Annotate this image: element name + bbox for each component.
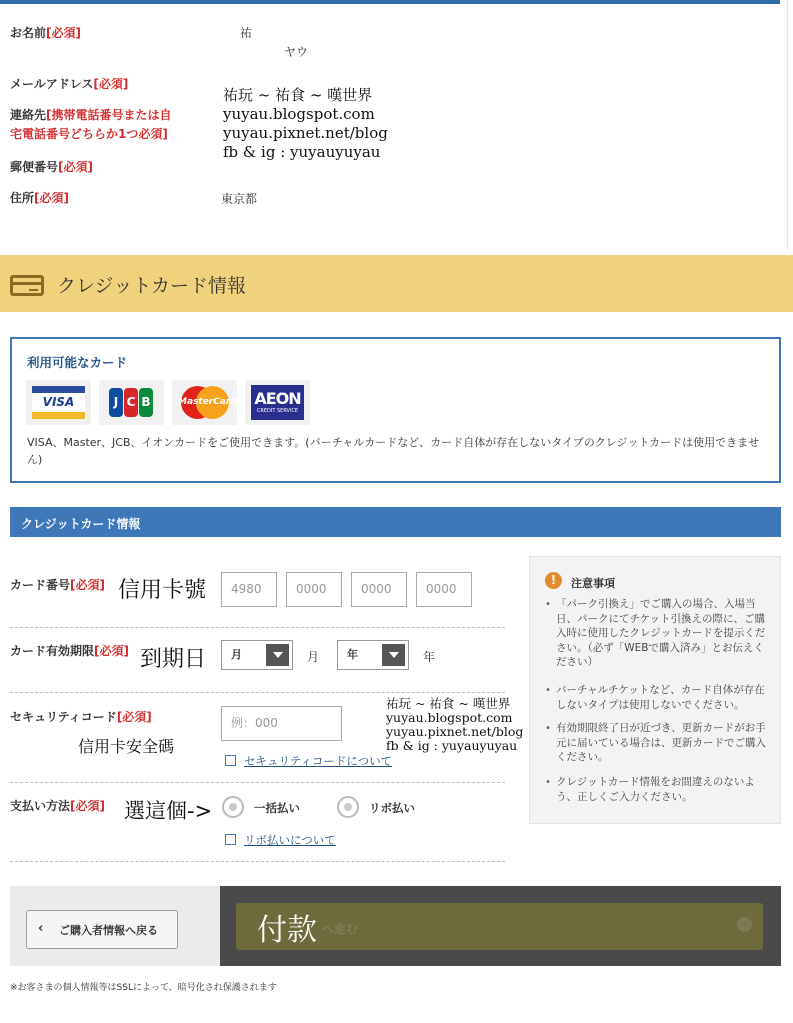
bullet-icon: • — [545, 723, 551, 734]
bullet-icon: • — [545, 685, 551, 696]
revolving-help-link[interactable]: リボ払いについて — [244, 833, 336, 847]
notice-title: 注意事項 — [571, 577, 615, 590]
card-number-label: カード番号[必須] — [10, 578, 105, 592]
name-kana-value: ヤウ — [284, 45, 309, 59]
divider — [10, 627, 505, 628]
notice-item: 有効期限終了日が近づき、更新カードがお手元に届いている場合は、更新カードでご購入ください。 — [556, 722, 766, 763]
divider — [10, 692, 505, 693]
side-divider — [787, 0, 788, 250]
bullet-icon: • — [545, 599, 551, 610]
address-label: 住所[必須] — [10, 191, 69, 205]
annotation-payment: 選這個-> — [124, 799, 213, 823]
divider — [10, 861, 505, 862]
external-link-icon — [225, 834, 236, 845]
chevron-left-icon: ‹ — [38, 921, 44, 936]
notice-item: 「パーク引換え」でご購入の場合、入場当日、パークにてチケット引換えの際に、ご購入時に使用したクレジットカードを提示ください。（必ず「WEBで購入済み」とお伝えください） — [556, 598, 766, 668]
notice-item: バーチャルチケットなど、カード自体が存在しないタイプは使用しないでください。 — [556, 684, 765, 711]
mail-label: メールアドレス[必須] — [10, 77, 129, 91]
name-value: 祐 — [240, 26, 253, 40]
security-code-label: セキュリティコード[必須] — [10, 710, 152, 724]
address-value: 東京都 — [221, 192, 258, 206]
credit-form-title: クレジットカード情報 — [21, 517, 141, 531]
bullet-icon: • — [545, 777, 551, 788]
warning-icon: ! — [545, 572, 562, 589]
annotation-security: 信用卡安全碼 — [78, 737, 175, 756]
payment-lump-sum-radio[interactable] — [222, 796, 244, 818]
month-unit: 月 — [307, 650, 320, 664]
aeon-logo: AEON CREDIT SERVICE — [245, 380, 310, 425]
annotation-card-number: 信用卡號 — [118, 578, 207, 603]
available-cards-title: 利用可能なカード — [27, 355, 128, 370]
year-unit: 年 — [423, 650, 436, 664]
postal-label: 郵便番号[必須] — [10, 160, 93, 174]
payment-revolving-label: リボ払い — [369, 801, 415, 815]
expiry-year-select[interactable]: 年 — [337, 640, 409, 670]
expiry-label: カード有効期限[必須] — [10, 644, 129, 658]
card-number-input-4[interactable]: 0000 — [416, 572, 472, 607]
credit-card-section-title: クレジットカード情報 — [57, 275, 246, 297]
annotation-pay: 付款 — [257, 913, 317, 948]
watermark-text-2: 祐玩 ~ 祐食 ~ 嘆世界 yuyau.blogspot.com yuyau.pixnet.net/blog fb & ig : yuyauyuyau — [386, 696, 524, 753]
card-number-input-2[interactable]: 0000 — [286, 572, 342, 607]
credit-card-icon — [10, 275, 44, 296]
annotation-expiry: 到期日 — [140, 647, 207, 672]
visa-logo: VISA — [26, 380, 91, 425]
jcb-logo: J C B — [99, 380, 164, 425]
divider — [10, 782, 505, 783]
expiry-month-select[interactable]: 月 — [221, 640, 293, 670]
card-number-input-3[interactable]: 0000 — [351, 572, 407, 607]
mastercard-logo: MasterCard — [172, 380, 237, 425]
payment-revolving-radio[interactable] — [337, 796, 359, 818]
notice-item: クレジットカード情報をお間違えのないよう、正しくご入力ください。 — [556, 776, 755, 803]
name-label: お名前[必須] — [10, 26, 81, 40]
card-number-input-1[interactable]: 4980 — [221, 572, 277, 607]
chevron-down-icon — [266, 644, 289, 666]
proceed-button-label: へ進む — [322, 922, 359, 936]
chevron-right-icon: › — [737, 917, 752, 932]
ssl-note: ※お客さまの個人情報等はSSLによって、暗号化され保護されます — [10, 983, 277, 993]
chevron-down-icon — [382, 644, 405, 666]
security-code-input[interactable]: 例：000 — [221, 706, 342, 741]
available-cards-note: VISA、Master、JCB、イオンカードをご使用できます。(バーチャルカードなど、カード自体が存在しないタイプのクレジットカードは使用できません) — [27, 436, 760, 466]
payment-method-label: 支払い方法[必須] — [10, 799, 105, 813]
contact-label: 連絡先[携帯電話番号または自 宅電話番号どちらか1つ必須] — [10, 108, 172, 141]
payment-lump-sum-label: 一括払い — [254, 801, 300, 815]
back-button-label: ご購入者情報へ戻る — [59, 924, 158, 937]
external-link-icon — [225, 755, 236, 766]
watermark-text: 祐玩 ~ 祐食 ~ 嘆世界 yuyau.blogspot.com yuyau.pixnet.net/blog fb & ig : yuyauyuyau — [223, 86, 388, 161]
security-code-help-link[interactable]: セキュリティコードについて — [244, 754, 393, 768]
top-accent-bar — [0, 0, 780, 4]
